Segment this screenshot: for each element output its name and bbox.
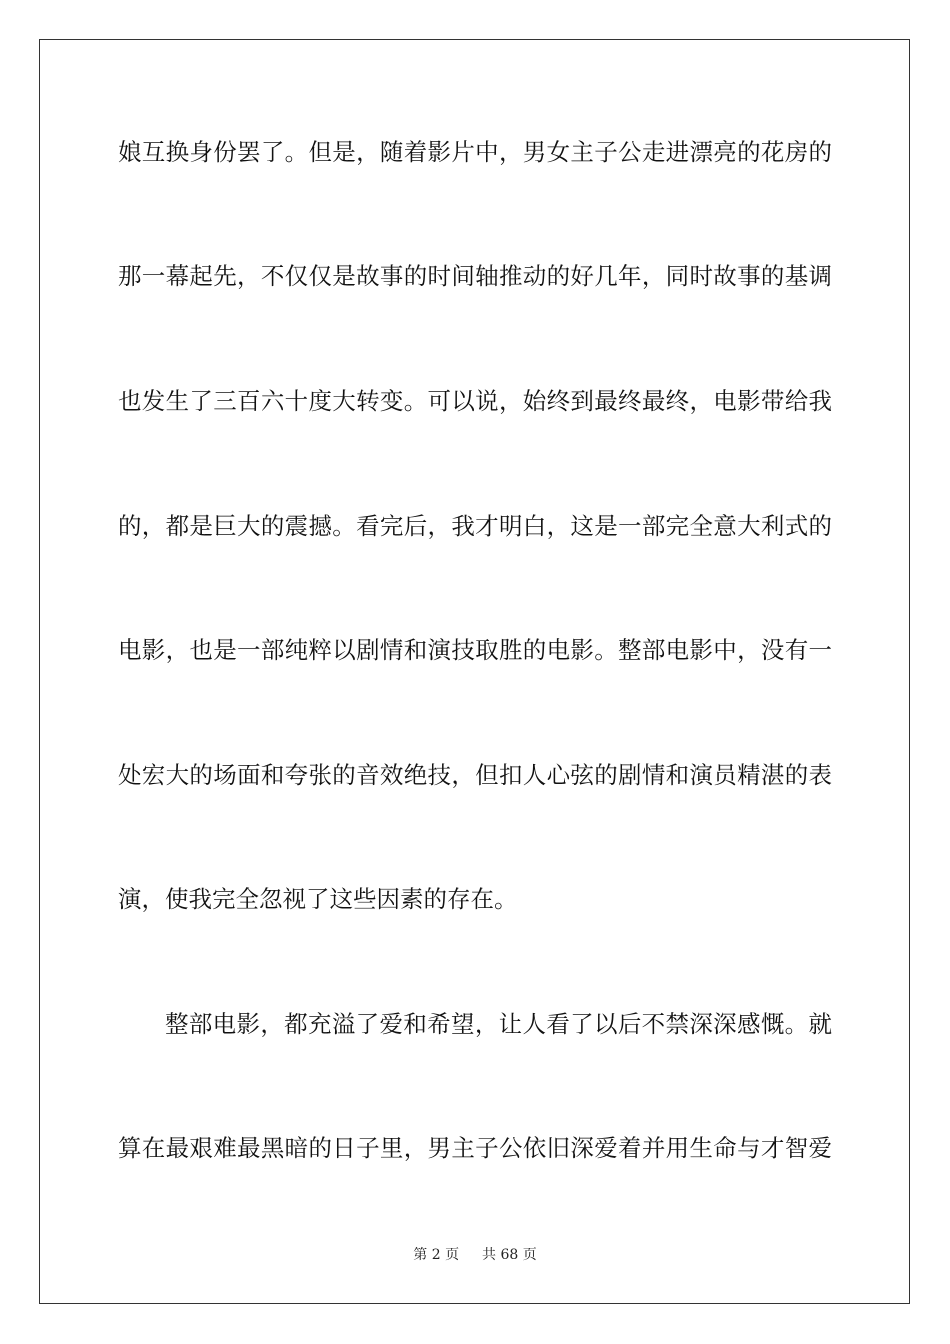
paragraph-line-6: 处宏大的场面和夸张的音效绝技，但扣人心弦的剧情和演员精湛的表 (118, 761, 832, 789)
paragraph-line-9: 算在最艰难最黑暗的日子里，男主子公依旧深爱着并用生命与才智爱 (118, 1134, 832, 1162)
paragraph-line-5: 电影，也是一部纯粹以剧情和演技取胜的电影。整部电影中，没有一 (118, 636, 832, 664)
page-number: 第 2 页 (413, 1247, 460, 1263)
paragraph-line-1: 娘互换身份罢了。但是，随着影片中，男女主子公走进漂亮的花房的 (118, 138, 832, 166)
total-pages: 共 68 页 (482, 1247, 537, 1263)
paragraph-line-7: 演，使我完全忽视了这些因素的存在。 (118, 885, 518, 913)
paragraph-line-3: 也发生了三百六十度大转变。可以说，始终到最终最终，电影带给我 (118, 387, 832, 415)
page-footer (0, 1246, 950, 1264)
page-border (39, 39, 910, 1304)
paragraph-line-2: 那一幕起先，不仅仅是故事的时间轴推动的好几年，同时故事的基调 (118, 262, 832, 290)
paragraph-line-8: 整部电影，都充溢了爱和希望，让人看了以后不禁深深感慨。就 (165, 1010, 832, 1038)
paragraph-line-4: 的，都是巨大的震撼。看完后，我才明白，这是一部完全意大利式的 (118, 512, 832, 540)
